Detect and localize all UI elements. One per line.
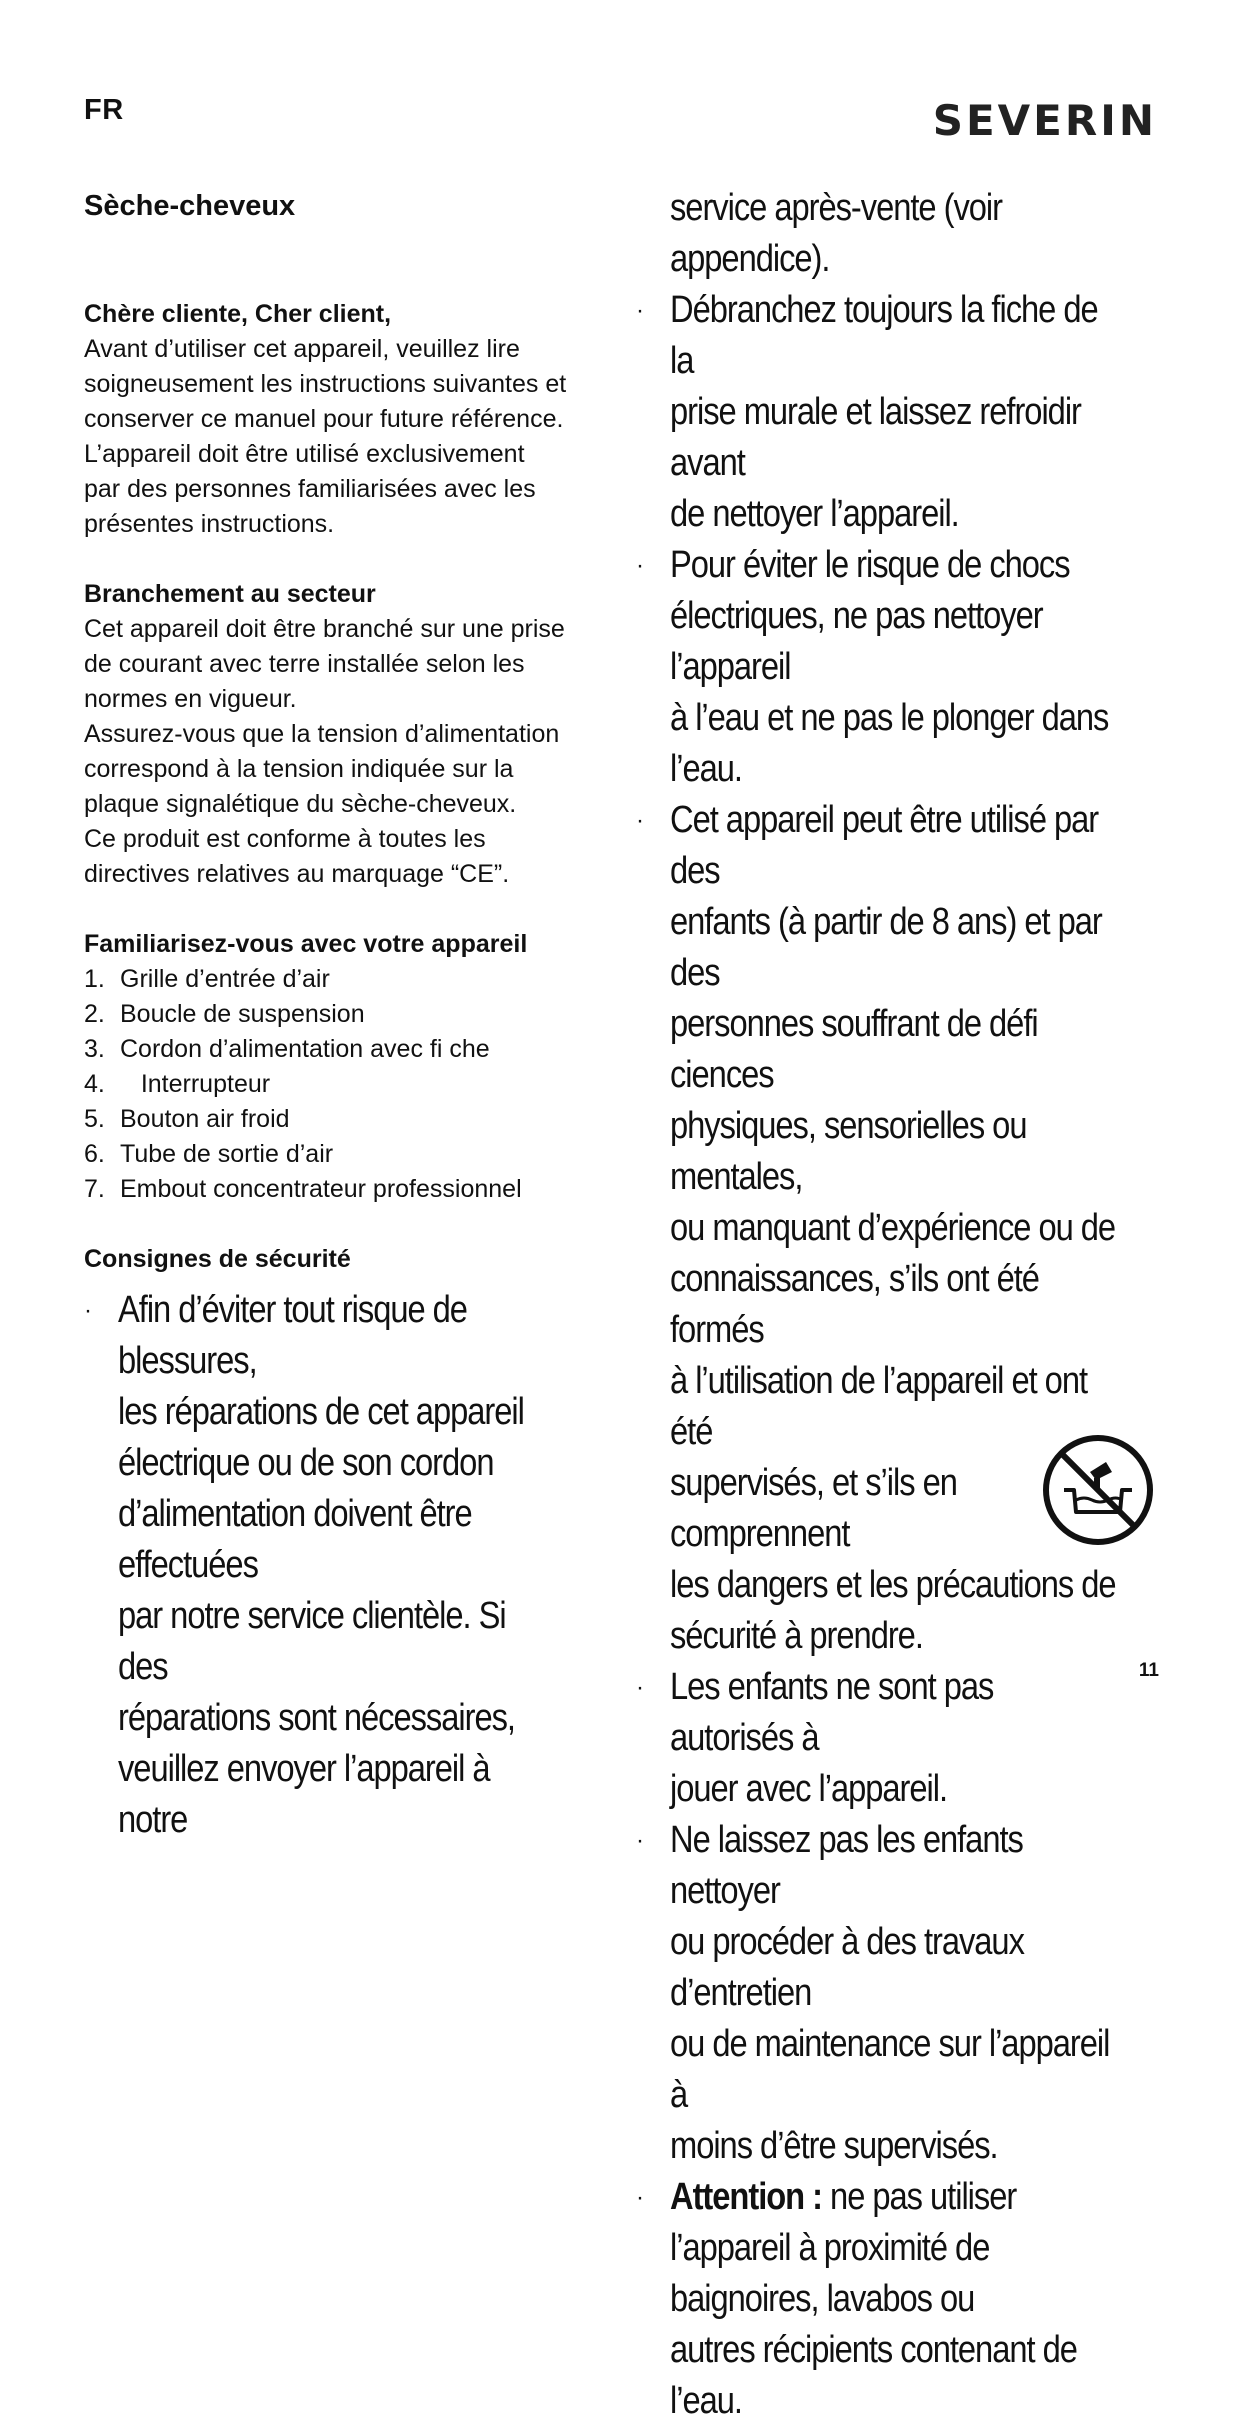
page-number: 11 bbox=[1138, 1660, 1159, 1681]
list-item: 4. Interrupteur bbox=[84, 1070, 271, 1098]
list-item: 7. Embout concentrateur professionnel bbox=[84, 1175, 522, 1203]
safety-bullet-continuation: service après-vente (voir appendice). bbox=[670, 187, 1003, 280]
safety-bullet-text: Pour éviter le risque de chocs électriques, ne pas nettoyer l’appareil à l’eau et ne pas le plonger dans l’eau. bbox=[670, 544, 1109, 790]
attention-label: Attention : bbox=[670, 2176, 823, 2218]
safety-bullet-text: Les enfants ne sont pas autorisés à jouer avec l’appareil. bbox=[670, 1666, 994, 1810]
familiarise-section bbox=[84, 927, 604, 1207]
no-water-warning-icon bbox=[1040, 1432, 1156, 1548]
list-item: 1. Grille d’entrée d’air bbox=[84, 965, 330, 993]
mains-section bbox=[84, 577, 604, 892]
familiarise-heading: Familiarisez-vous avec votre appareil bbox=[84, 930, 528, 958]
parts-list bbox=[84, 962, 604, 1207]
list-item: 2. Boucle de suspension bbox=[84, 1000, 365, 1028]
safety-bullet: · Pour éviter le risque de chocs électriques, ne pas nettoyer l’appareil à l’eau et ne pas le plonger dans l’eau. bbox=[636, 540, 1196, 795]
safety-heading: Consignes de sécurité bbox=[84, 1245, 351, 1273]
safety-bullet: · Les enfants ne sont pas autorisés à jouer avec l’appareil. bbox=[636, 1662, 1196, 1815]
greeting-section bbox=[84, 297, 604, 542]
list-item: 6. Tube de sortie d’air bbox=[84, 1140, 334, 1168]
left-column bbox=[84, 190, 604, 1846]
attention-text: ne pas utiliser l’appareil à proximité de baignoires, lavabos ou autres récipients contenant de l’eau. bbox=[670, 2176, 1077, 2422]
safety-bullet-text: Afin d’éviter tout risque de blessures, les réparations de cet appareil électrique ou de son cordon d’alimentation doivent être effectuées par notre service clientèle. Si des réparations sont nécessaires, veuillez envoyer l’appareil à notre bbox=[118, 1289, 524, 1841]
brand-logo: SEVERIN bbox=[932, 96, 1157, 145]
page-title: Sèche-cheveux bbox=[84, 190, 296, 222]
safety-bullet-text: Ne laissez pas les enfants nettoyer ou procéder à des travaux d’entretien ou de maintenance sur l’appareil à moins d’être supervisés. bbox=[670, 1819, 1110, 2167]
greeting-heading: Chère cliente, Cher client, bbox=[84, 300, 392, 328]
attention-bullet: · Attention : ne pas utiliser l’appareil à proximité de baignoires, lavabos ou autres récipients contenant de l’eau. bbox=[636, 2176, 1077, 2422]
safety-bullet bbox=[84, 1285, 604, 1846]
language-code: FR bbox=[84, 94, 124, 126]
mains-text: Cet appareil doit être branché sur une prise de courant avec terre installée selon les normes en vigueur. Assurez-vous que la tension d’alimentation correspond à la tension indiquée sur la plaque signalétique du sèche-cheveux. Ce produit est conforme à toutes les directives relatives au marquage “CE”. bbox=[84, 615, 565, 888]
safety-section bbox=[84, 1242, 604, 1846]
list-item: 5. Bouton air froid bbox=[84, 1105, 290, 1133]
safety-bullet: · Débranchez toujours la fiche de la prise murale et laissez refroidir avant de nettoyer l’appareil. bbox=[636, 285, 1196, 540]
list-item: 3. Cordon d’alimentation avec fi che bbox=[84, 1035, 490, 1063]
mains-heading: Branchement au secteur bbox=[84, 580, 376, 608]
greeting-text: Avant d’utiliser cet appareil, veuillez lire soigneusement les instructions suivantes et conserver ce manuel pour future référence. L’appareil doit être utilisé exclusivement par des personnes familiarisées avec les présentes instructions. bbox=[84, 335, 567, 538]
bullet-dot: · bbox=[84, 1297, 91, 1324]
safety-bullet: · Ne laissez pas les enfants nettoyer ou procéder à des travaux d’entretien ou de maintenance sur l’appareil à moins d’être supervisés. bbox=[636, 1815, 1196, 2172]
right-column bbox=[636, 183, 1196, 2427]
safety-bullet: · Cet appareil peut être utilisé par des enfants (à partir de 8 ans) et par des personnes souffrant de défi ciences physiques, sensorielles ou mentales, ou manquant d’expérience ou de connaissances, s’ils ont été formés à l’utilisation de l’appareil et ont été supervisés, et s’ils en comprennent les dangers et les précautions de sécurité à prendre. bbox=[636, 795, 1196, 1662]
safety-bullet-text: Débranchez toujours la fiche de la prise murale et laissez refroidir avant de nettoyer l’appareil. bbox=[670, 289, 1098, 535]
safety-bullet-text: Cet appareil peut être utilisé par des enfants (à partir de 8 ans) et par des personnes souffrant de défi ciences physiques, sensorielles ou mentales, ou manquant d’expérience ou de connaissances, s’ils ont été formés à l’utilisation de l’appareil et ont été supervisés, et s’ils en comprennent les dangers et les précautions de sécurité à prendre. bbox=[670, 799, 1116, 1657]
